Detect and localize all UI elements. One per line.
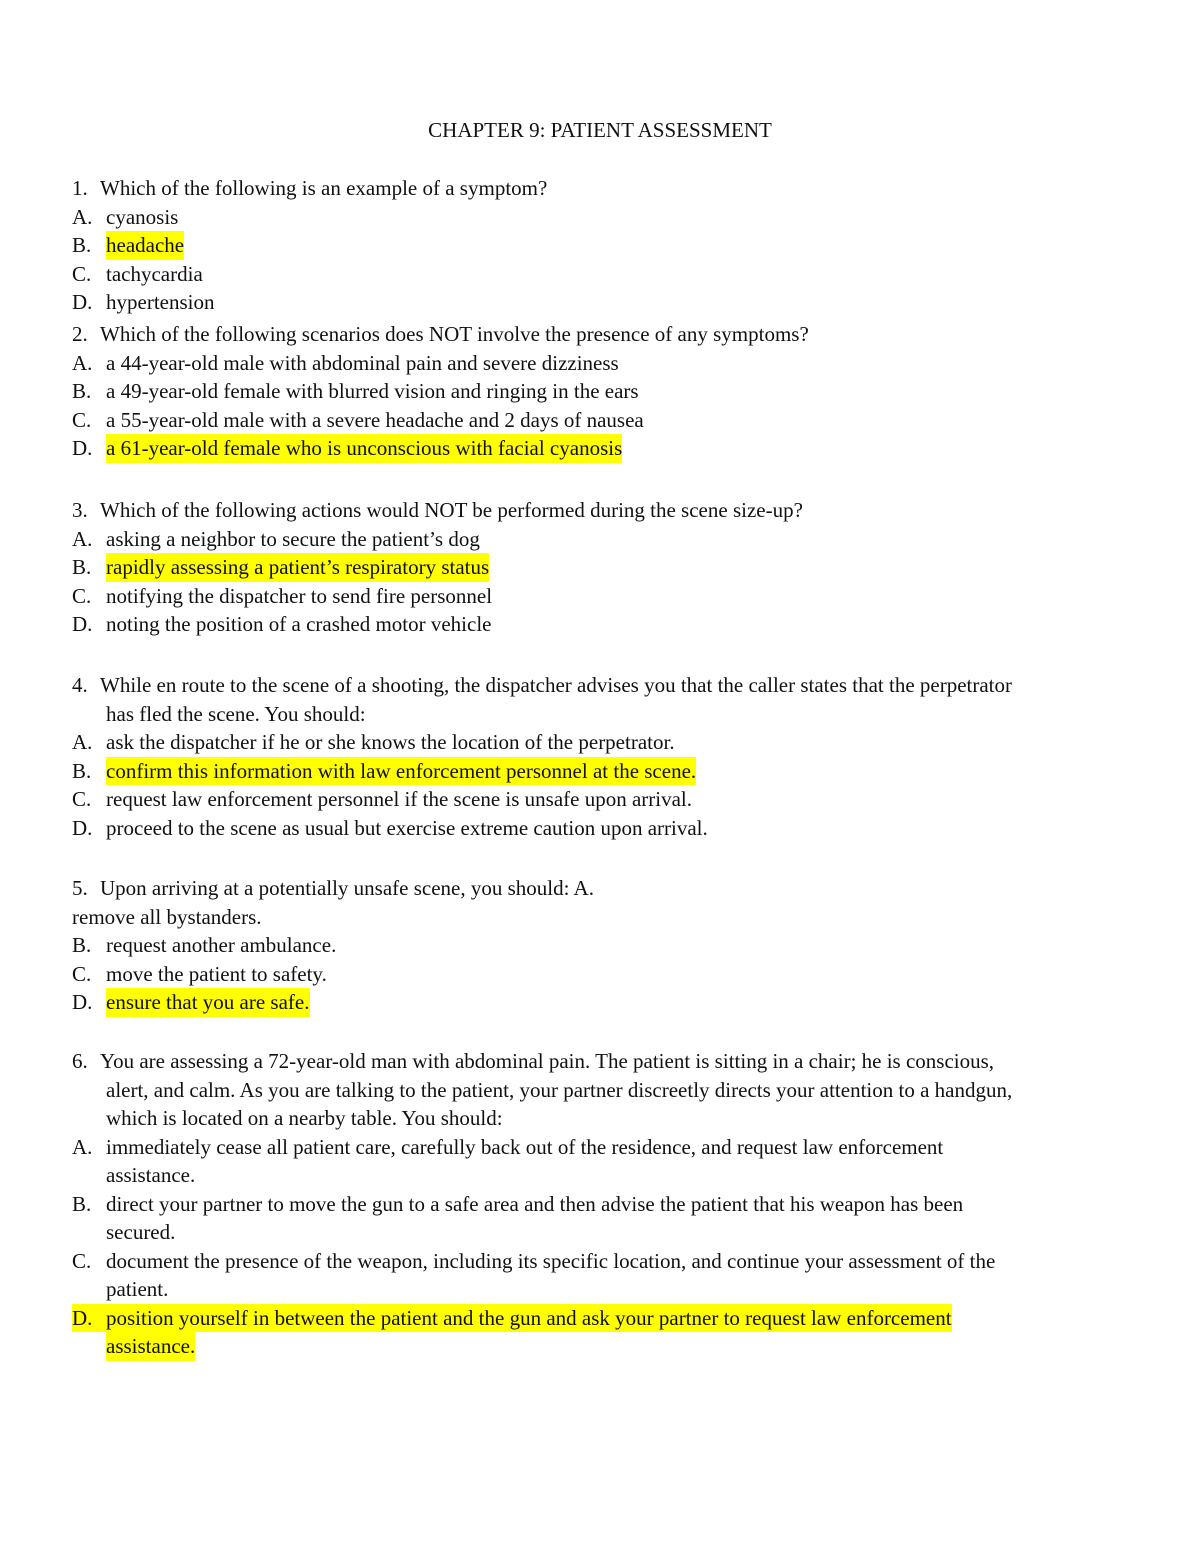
answer-option-correct xyxy=(72,553,1132,582)
answer-option xyxy=(72,525,1132,554)
option-text: proceed to the scene as usual but exercise extreme caution upon arrival. xyxy=(106,815,708,840)
option-text-highlighted: position yourself in between the patient and the gun and ask your partner to request law enforcement xyxy=(106,1304,952,1333)
option-letter: D. xyxy=(72,990,93,1014)
option-letter: A. xyxy=(72,204,93,229)
option-text-highlighted: ensure that you are safe. xyxy=(106,988,310,1017)
answer-option xyxy=(72,349,1132,378)
option-letter: C. xyxy=(72,261,92,286)
option-letter: C. xyxy=(72,1248,92,1273)
page-title: CHAPTER 9: PATIENT ASSESSMENT xyxy=(428,118,772,142)
option-text: request another ambulance. xyxy=(106,933,337,957)
question-4 xyxy=(72,671,1132,842)
option-letter: C. xyxy=(72,787,92,811)
option-text-highlighted: headache xyxy=(106,231,184,260)
question-stem-continued: which is located on a nearby table. You should: xyxy=(106,1106,503,1130)
option-text: immediately cease all patient care, carefully back out of the residence, and request law enforcement xyxy=(106,1134,944,1159)
option-letter: C. xyxy=(72,407,92,432)
option-letter: A. xyxy=(72,1134,93,1159)
question-stem-continued: alert, and calm. As you are talking to the patient, your partner discreetly directs your attention to a handgun, xyxy=(106,1077,1013,1102)
answer-option-correct xyxy=(72,434,1132,463)
question-stem: Upon arriving at a potentially unsafe scene, you should: A. xyxy=(100,876,594,900)
answer-option xyxy=(72,1133,1132,1162)
option-letter: D. xyxy=(72,612,93,636)
answer-option xyxy=(72,728,1132,757)
question-number: 6. xyxy=(72,1049,88,1073)
option-letter: B. xyxy=(72,933,92,957)
answer-option xyxy=(72,377,1132,406)
answer-option-correct xyxy=(72,757,1132,786)
option-text: hypertension xyxy=(106,290,215,314)
question-stem: Which of the following scenarios does NOT involve the presence of any symptoms? xyxy=(100,322,809,346)
answer-option-a-wrapped: remove all bystanders. xyxy=(72,904,262,929)
answer-option xyxy=(72,288,1132,317)
option-text: direct your partner to move the gun to a safe area and then advise the patient that his weapon has been xyxy=(106,1191,964,1216)
option-text: tachycardia xyxy=(106,261,203,286)
answer-option xyxy=(72,610,1132,639)
option-letter-highlighted: D. xyxy=(72,1304,106,1333)
option-letter: A. xyxy=(72,526,93,551)
option-text-highlighted: confirm this information with law enforcement personnel at the scene. xyxy=(106,757,696,786)
option-letter: B. xyxy=(72,379,92,403)
option-letter: D. xyxy=(72,290,93,314)
option-text-continued: patient. xyxy=(106,1277,169,1301)
option-text-continued: secured. xyxy=(106,1220,176,1244)
option-text: asking a neighbor to secure the patient’s dog xyxy=(106,526,480,551)
question-5 xyxy=(72,874,1132,1017)
option-letter: B. xyxy=(72,555,92,579)
answer-option xyxy=(72,203,1132,232)
option-letter: B. xyxy=(72,758,92,783)
question-stem-continued: has fled the scene. You should: xyxy=(106,701,366,726)
option-text: document the presence of the weapon, including its specific location, and continue your assessment of the xyxy=(106,1248,996,1273)
option-text: cyanosis xyxy=(106,204,179,229)
option-text-continued: assistance. xyxy=(106,1163,196,1187)
answer-option xyxy=(72,1190,1132,1219)
question-number: 5. xyxy=(72,876,88,900)
option-text: a 44-year-old male with abdominal pain and severe dizziness xyxy=(106,350,619,375)
question-number: 3. xyxy=(72,498,88,522)
question-stem: Which of the following is an example of a symptom? xyxy=(100,176,548,200)
answer-option xyxy=(72,960,1132,989)
answer-option xyxy=(72,785,1132,814)
option-text: notifying the dispatcher to send fire personnel xyxy=(106,583,493,608)
answer-option xyxy=(72,406,1132,435)
option-text: move the patient to safety. xyxy=(106,961,327,986)
option-text: a 55-year-old male with a severe headache and 2 days of nausea xyxy=(106,407,644,432)
option-text: request law enforcement personnel if the scene is unsafe upon arrival. xyxy=(106,787,693,811)
option-letter: D. xyxy=(72,436,93,460)
option-text-highlighted: assistance. xyxy=(106,1332,195,1361)
option-text: ask the dispatcher if he or she knows the location of the perpetrator. xyxy=(106,730,675,754)
question-6 xyxy=(72,1047,1132,1361)
option-letter: D. xyxy=(72,815,93,840)
question-1 xyxy=(72,174,1132,317)
question-number: 4. xyxy=(72,673,88,697)
option-letter: C. xyxy=(72,961,92,986)
answer-option xyxy=(72,260,1132,289)
option-text: noting the position of a crashed motor vehicle xyxy=(106,612,492,636)
answer-option-correct xyxy=(72,1304,1132,1333)
option-letter: C. xyxy=(72,583,92,608)
option-text-continued-highlighted xyxy=(72,1332,1132,1361)
option-letter: B. xyxy=(72,233,92,257)
question-2 xyxy=(72,320,1132,463)
question-stem: You are assessing a 72-year-old man with abdominal pain. The patient is sitting in a chair; he is conscious, xyxy=(100,1049,995,1073)
option-text-highlighted: rapidly assessing a patient’s respiratory status xyxy=(106,553,489,582)
answer-option xyxy=(72,931,1132,960)
answer-option-correct xyxy=(72,231,1132,260)
question-number: 2. xyxy=(72,322,88,346)
answer-option-correct xyxy=(72,988,1132,1017)
option-letter: B. xyxy=(72,1191,92,1216)
answer-option xyxy=(72,814,1132,843)
question-stem: While en route to the scene of a shooting, the dispatcher advises you that the caller states that the perpetrator xyxy=(100,673,1013,697)
question-3 xyxy=(72,496,1132,639)
answer-option xyxy=(72,582,1132,611)
option-text-highlighted: a 61-year-old female who is unconscious with facial cyanosis xyxy=(106,434,622,463)
option-letter: A. xyxy=(72,350,93,375)
answer-option xyxy=(72,1247,1132,1276)
option-letter: A. xyxy=(72,730,93,754)
question-number: 1. xyxy=(72,176,88,200)
option-text: a 49-year-old female with blurred vision and ringing in the ears xyxy=(106,379,639,403)
question-stem: Which of the following actions would NOT be performed during the scene size-up? xyxy=(100,498,803,522)
